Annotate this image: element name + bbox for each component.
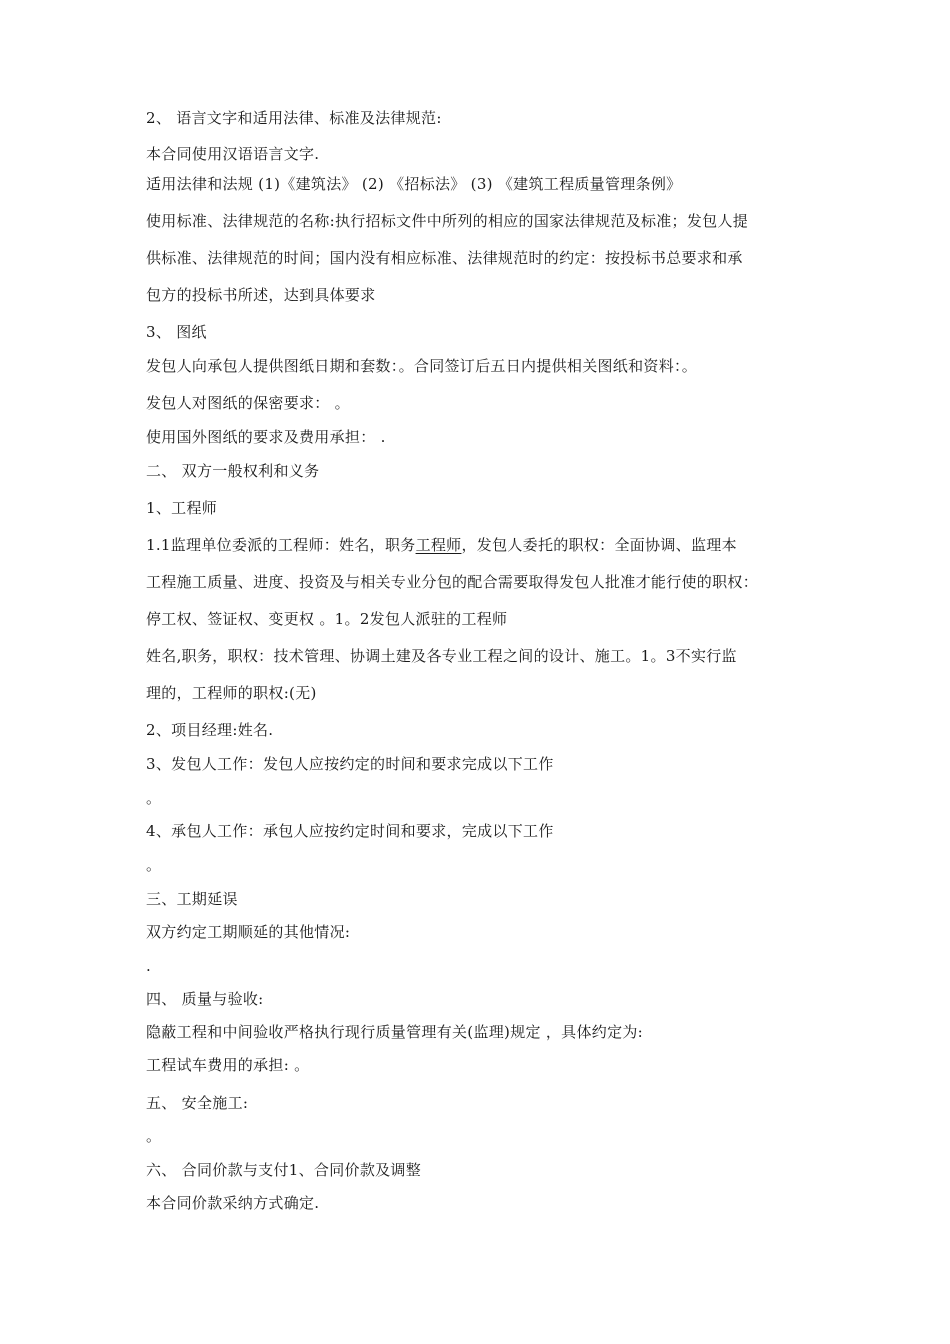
paragraph-line: 。 bbox=[146, 789, 162, 807]
paragraph-line bbox=[146, 535, 737, 555]
chapter-2-heading: 二、 双方一般权利和义务 bbox=[146, 462, 320, 480]
paragraph-line: . bbox=[146, 957, 152, 975]
paragraph-line: 停工权、签证权、变更权 。1。2发包人派驻的工程师 bbox=[146, 610, 508, 628]
chapter-4-heading: 四、 质量与验收: bbox=[146, 990, 264, 1008]
section-3-heading: 3、 图纸 bbox=[146, 323, 207, 341]
paragraph-line: 3、发包人工作：发包人应按约定的时间和要求完成以下工作 bbox=[146, 755, 554, 773]
chapter-5-heading: 五、 安全施工: bbox=[146, 1094, 249, 1112]
paragraph-line: 供标准、法律规范的时间；国内没有相应标准、法律规范时的约定：按投标书总要求和承 bbox=[146, 249, 743, 267]
paragraph-line: 理的，工程师的职权:(无) bbox=[146, 684, 317, 702]
paragraph-line: 本合同价款采纳方式确定. bbox=[146, 1194, 320, 1212]
line-segment: 1.1监理单位委派的工程师：姓名，职务 bbox=[146, 536, 416, 554]
paragraph-line: 。 bbox=[146, 856, 162, 874]
paragraph-line: 姓名,职务，职权：技术管理、协调土建及各专业工程之间的设计、施工。1。3不实行监 bbox=[146, 647, 737, 665]
chapter-3-heading: 三、工期延误 bbox=[146, 890, 238, 908]
paragraph-line: 隐蔽工程和中间验收严格执行现行质量管理有关(监理)规定 ，具体约定为: bbox=[146, 1023, 644, 1041]
paragraph-line: 4、承包人工作：承包人应按约定时间和要求，完成以下工作 bbox=[146, 822, 554, 840]
paragraph-line: 双方约定工期顺延的其他情况: bbox=[146, 923, 351, 941]
paragraph-line: 发包人对图纸的保密要求： 。 bbox=[146, 394, 350, 412]
paragraph-line: 适用法律和法规 (1)《建筑法》 (2) 《招标法》 (3) 《建筑工程质量管理条例》 bbox=[146, 175, 682, 193]
paragraph-line: 使用标准、法律规范的名称:执行招标文件中所列的相应的国家法律规范及标准；发包人提 bbox=[146, 212, 749, 230]
paragraph-line: 本合同使用汉语语言文字. bbox=[146, 145, 320, 163]
chapter-6-heading: 六、 合同价款与支付1、合同价款及调整 bbox=[146, 1161, 422, 1179]
line-segment: ，发包人委托的职权：全面协调、监理本 bbox=[461, 536, 737, 554]
paragraph-line: 工程试车费用的承担: 。 bbox=[146, 1056, 310, 1074]
subsection-heading: 1、工程师 bbox=[146, 499, 218, 517]
section-2-heading: 2、 语言文字和适用法律、标准及法律规范: bbox=[146, 109, 442, 127]
paragraph-line: 工程施工质量、进度、投资及与相关专业分包的配合需要取得发包人批准才能行使的职权： bbox=[146, 573, 759, 591]
paragraph-line: 包方的投标书所述，达到具体要求 bbox=[146, 286, 376, 304]
paragraph-line: 发包人向承包人提供图纸日期和套数：。合同签订后五日内提供相关图纸和资料：。 bbox=[146, 357, 698, 375]
paragraph-line: 。 bbox=[146, 1127, 162, 1145]
paragraph-line: 2、项目经理:姓名. bbox=[146, 721, 274, 739]
paragraph-line: 使用国外图纸的要求及费用承担： . bbox=[146, 428, 386, 446]
underlined-field-value: 工程师 bbox=[415, 536, 462, 554]
